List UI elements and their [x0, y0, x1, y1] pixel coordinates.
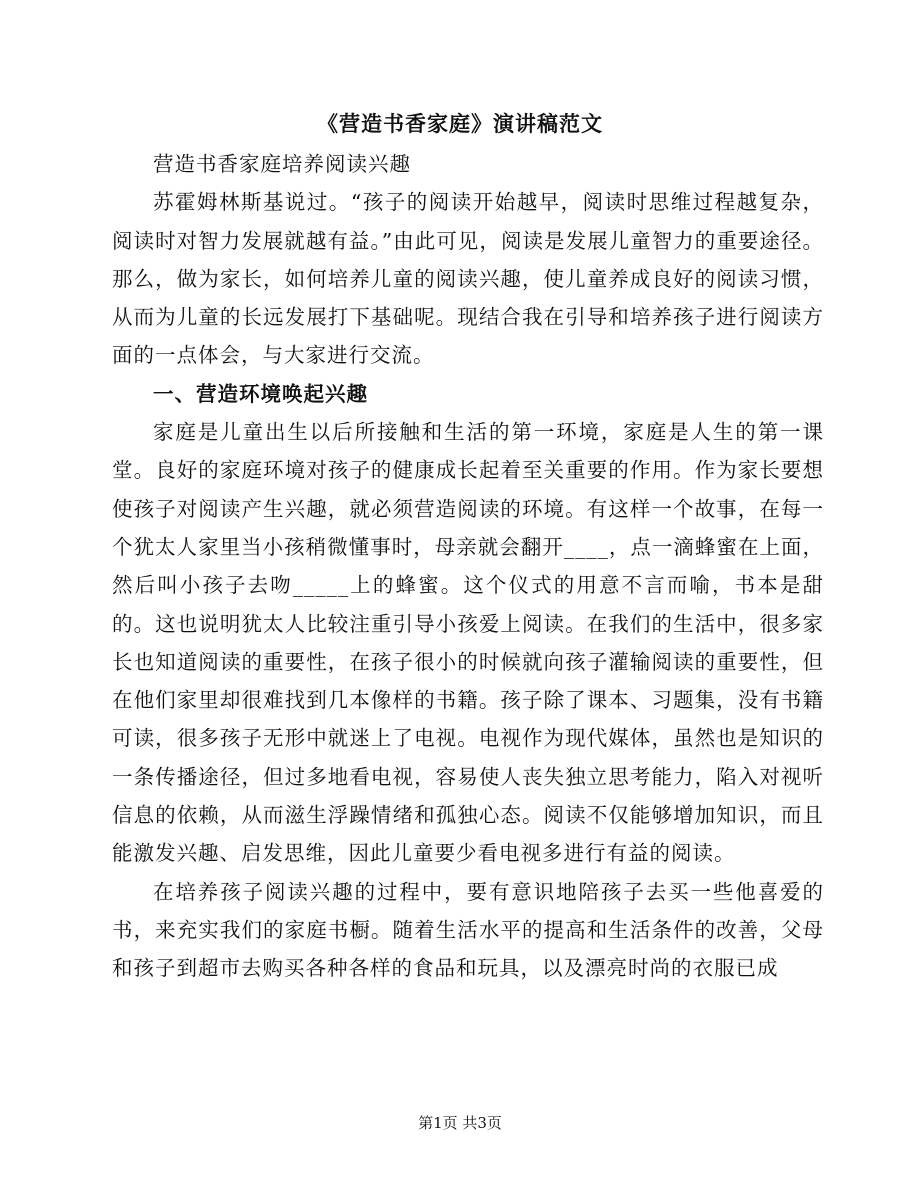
- body-paragraph: 在培养孩子阅读兴趣的过程中，要有意识地陪孩子去买一些他喜爱的书，来充实我们的家庭书橱。随着生活水平的提高和生活条件的改善，父母和孩子到超市去购买各种各样的食品和玩具，以及漂亮时尚的衣服已成: [112, 879, 824, 981]
- subtitle-paragraph: 营造书香家庭培养阅读兴趣: [153, 152, 411, 176]
- document-body: [112, 145, 824, 988]
- page-number: 第1页 共3页: [418, 1114, 502, 1132]
- body-paragraph: 家庭是儿童出生以后所接触和生活的第一环境，家庭是人生的第一课堂。良好的家庭环境对孩子的健康成长起着至关重要的作用。作为家长要想使孩子对阅读产生兴趣，就必须营造阅读的环境。有这样一个故事，在每一个犹太人家里当小孩稍微懂事时，母亲就会翻开____，点一滴蜂蜜在上面，然后叫小孩子去吻_____上的蜂蜜。这个仪式的用意不言而喻，书本是甜的。这也说明犹太人比较注重引导小孩爱上阅读。在我们的生活中，很多家长也知道阅读的重要性，在孩子很小的时候就向孩子灌输阅读的重要性，但在他们家里却很难找到几本像样的书籍。孩子除了课本、习题集，没有书籍可读，很多孩子无形中就迷上了电视。电视作为现代媒体，虽然也是知识的一条传播途径，但过多地看电视，容易使人丧失独立思考能力，陷入对视听信息的依赖，从而滋生浮躁情绪和孤独心态。阅读不仅能够增加知识，而且能激发兴趣、启发思维，因此儿童要少看电视多进行有益的阅读。: [112, 420, 824, 866]
- document-title: 《营造书香家庭》演讲稿范文: [317, 111, 603, 136]
- section-heading: 一、营造环境唤起兴趣: [153, 381, 368, 406]
- intro-paragraph: 苏霍姆林斯基说过。“孩子的阅读开始越早，阅读时思维过程越复杂，阅读时对智力发展就越有益。”由此可见，阅读是发展儿童智力的重要途径。那么，做为家长，如何培养儿童的阅读兴趣，使儿童养成良好的阅读习惯，从而为儿童的长远发展打下基础呢。现结合我在引导和培养孩子进行阅读方面的一点体会，与大家进行交流。: [112, 190, 824, 368]
